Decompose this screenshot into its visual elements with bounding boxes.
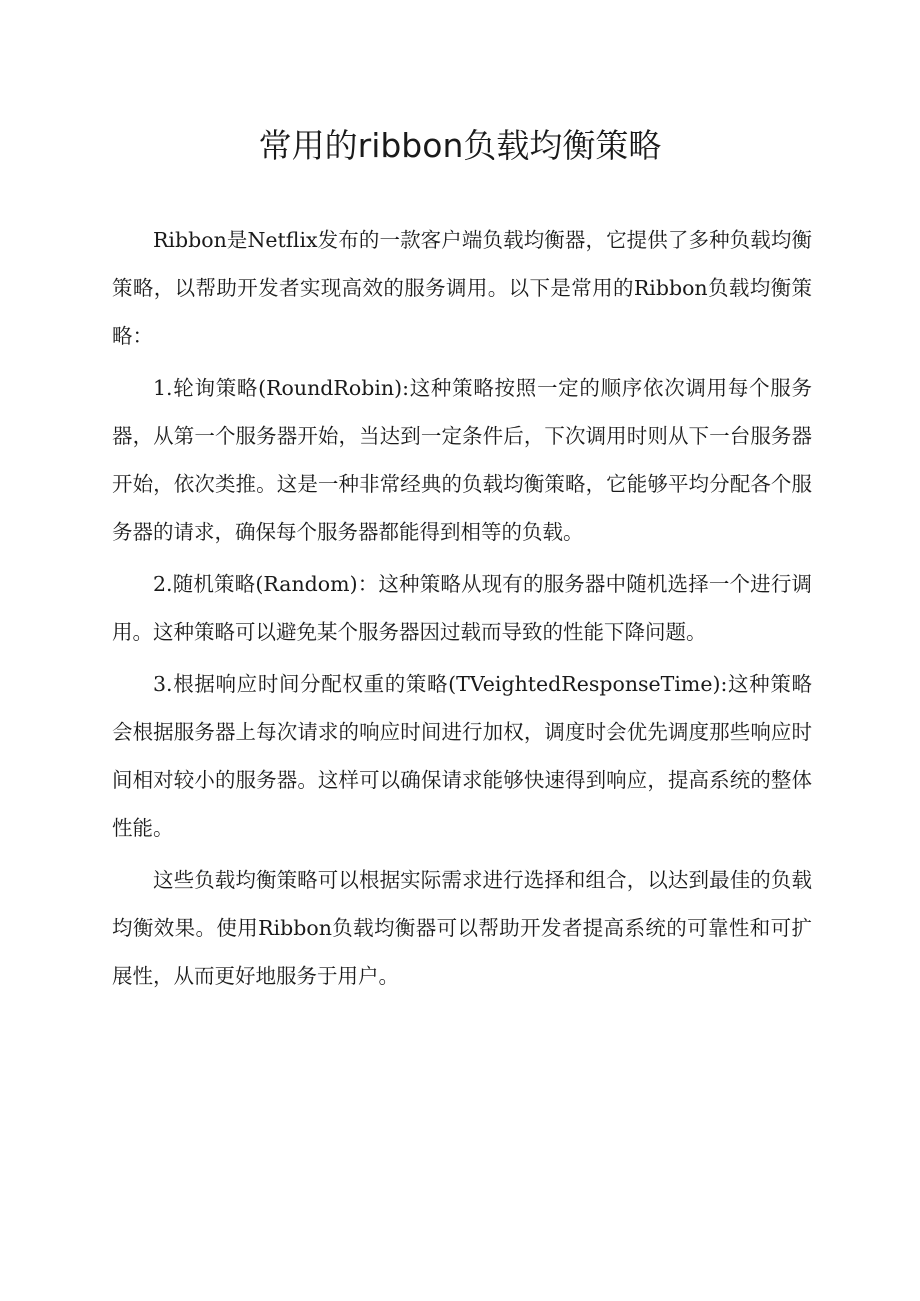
paragraph-intro: Ribbon是Netflix发布的一款客户端负载均衡器，它提供了多种负载均衡策略，以帮助开发者实现高效的服务调用。以下是常用的Ribbon负载均衡策略： [112, 228, 812, 348]
paragraph-round-robin: 1.轮询策略(RoundRobin):这种策略按照一定的顺序依次调用每个服务器，从第一个服务器开始，当达到一定条件后，下次调用时则从下一台服务器开始，依次类推。这是一种非常经典的负载均衡策略，它能够平均分配各个服务器的请求，确保每个服务器都能得到相等的负载。 [112, 376, 812, 544]
document-body [112, 216, 812, 1000]
paragraph-conclusion: 这些负载均衡策略可以根据实际需求进行选择和组合，以达到最佳的负载均衡效果。使用Ribbon负载均衡器可以帮助开发者提高系统的可靠性和可扩展性，从而更好地服务于用户。 [112, 868, 812, 988]
document-title: 常用的ribbon负载均衡策略 [258, 126, 662, 165]
paragraph-weighted-response-time: 3.根据响应时间分配权重的策略(TVeightedResponseTime):这种策略会根据服务器上每次请求的响应时间进行加权，调度时会优先调度那些响应时间相对较小的服务器。这样可以确保请求能够快速得到响应，提高系统的整体性能。 [112, 672, 812, 840]
paragraph-random: 2.随机策略(Random)：这种策略从现有的服务器中随机选择一个进行调用。这种策略可以避免某个服务器因过载而导致的性能下降问题。 [112, 572, 812, 644]
